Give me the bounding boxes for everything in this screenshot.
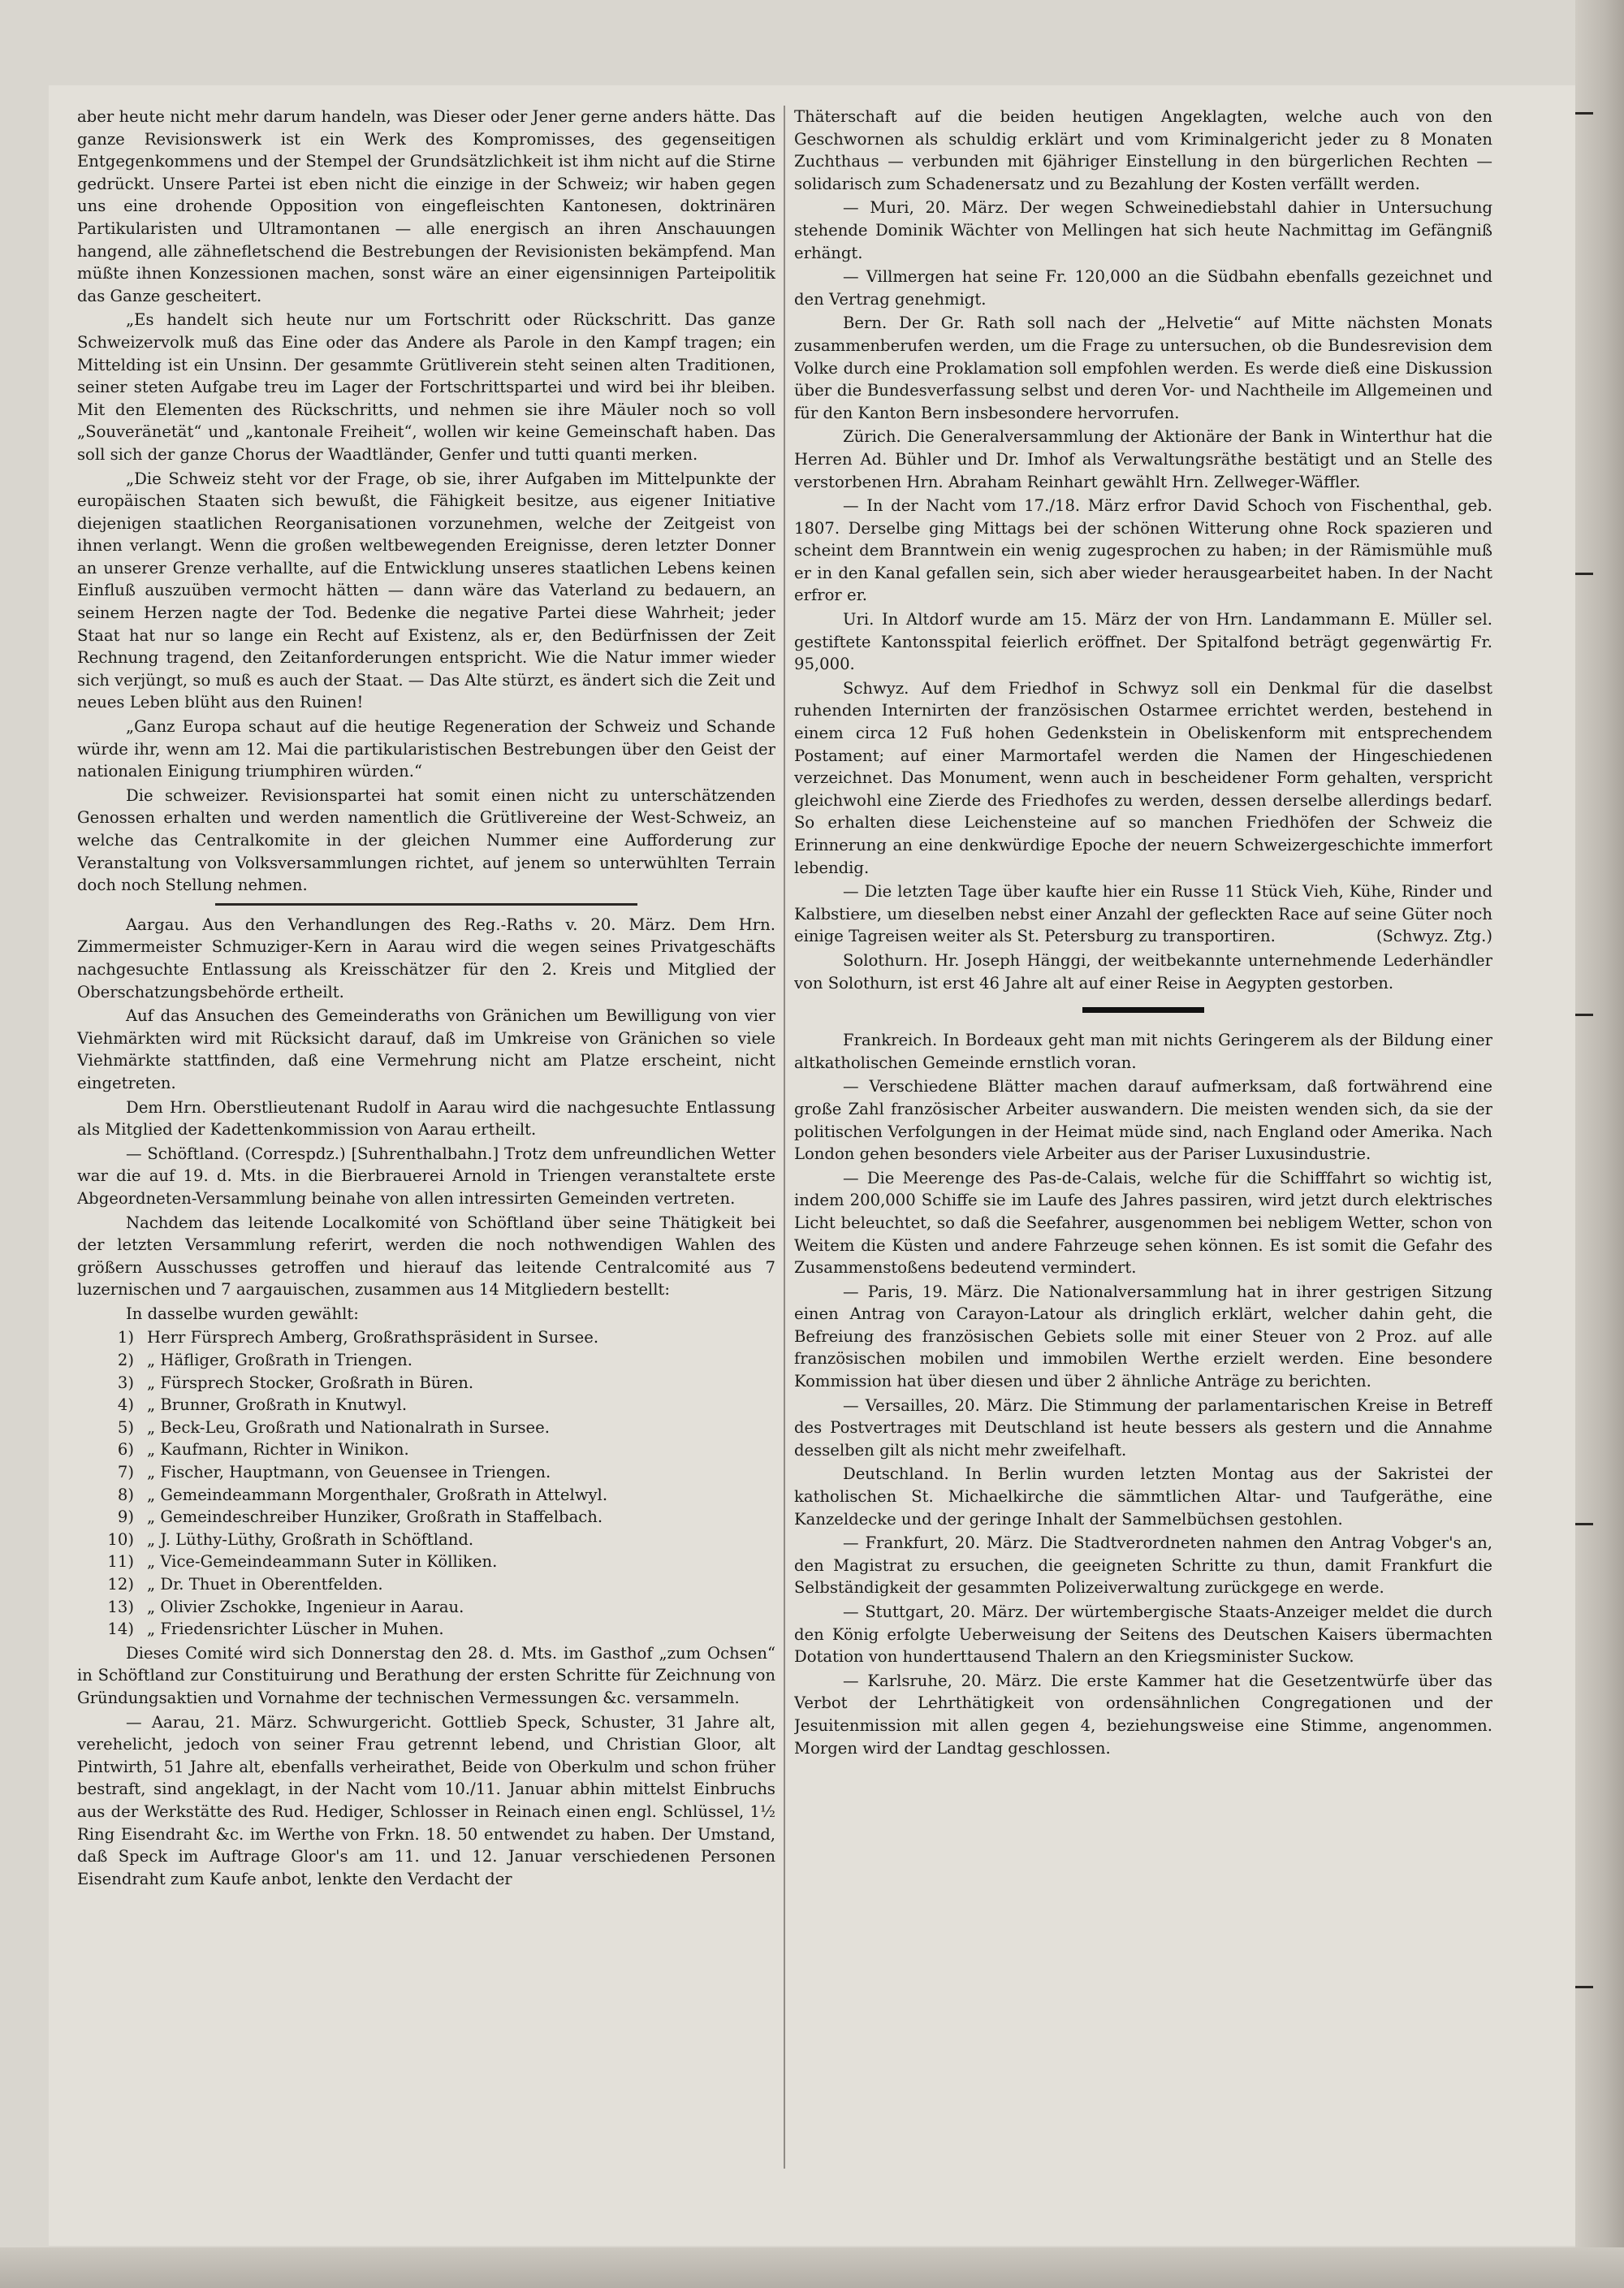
paragraph: — Versailles, 20. März. Die Stimmung der parlamentarischen Kreise in Betreff des Postvertrages mit Deutschland ist heute bessers als gestern und die Annahme desselben gilt als nicht mehr zweifelhaft. bbox=[794, 1395, 1492, 1460]
list-item: 4) „ Brunner, Großrath in Knutwyl. bbox=[117, 1395, 408, 1415]
source-citation: (Schwyz. Ztg.) bbox=[1376, 927, 1492, 946]
paragraph: Schwyz. Auf dem Friedhof in Schwyz soll ein Denkmal für die daselbst ruhenden Internirten der französischen Ostarmee errichtet werden, bestehend in einem circa 12 Fuß hohen Gedenkstein in Obeliskenform mit entsprechendem Postament; auf einer Marmortafel werden die Namen der Hingeschiedenen verzeichnet. Das Monument, wenn auch in bescheidener Form gehalten, verspricht gleichwohl eine Zierde des Friedhofes zu werden, dessen derselbe allerdings bedarf. So erhalten diese Leichensteine auf so manchen Friedhöfen der Schweiz die Erinnerung an eine denkwürdige Epoche der neuern Schweizergeschichte immerfort lebendig. bbox=[794, 678, 1492, 877]
member-list bbox=[77, 1326, 775, 1640]
paragraph: „Es handelt sich heute nur um Fortschritt oder Rückschritt. Das ganze Schweizervolk muß das Eine oder das Andere als Parole in den Kampf tragen; ein Mittelding ist ein Unsinn. Der gesammte Grütliverein steht seinen alten Traditionen, seiner steten Aufgabe treu im Lager der Fortschrittspartei und wird bei ihr bleiben. Mit den Elementen des Rückschritts, und nehmen sie ihre Mäuler noch so voll „Souveränetät“ und „kantonale Freiheit“, wollen wir keine Gemeinschaft haben. Das soll sich der ganze Chorus der Waadtländer, Genfer und tutti quanti merken. bbox=[77, 310, 775, 464]
paragraph: — Frankfurt, 20. März. Die Stadtverordneten nahmen den Antrag Vobger's an, den Magistrat zu ersuchen, die geeigneten Schritte zu thun, damit Frankfurt die Selbständigkeit der gesammten Polizeiverwaltung zurückgege en werde. bbox=[794, 1533, 1492, 1598]
paragraph: — Die letzten Tage über kaufte hier ein Russe 11 Stück Vieh, Kühe, Rinder und Kalbstiere, um dieselben nebst einer Anzahl der gefleckten Race auf seine Güter noch einige Tagreisen weiter als St. Petersburg zu transportiren. (Schwyz. Ztg.) bbox=[794, 880, 1492, 948]
paragraph: Deutschland. In Berlin wurden letzten Montag aus der Sakristei der katholischen St. Michaelkirche die sämmtlichen Altar- und Taufgeräthe, eine Kanzeldecke und der geringe Inhalt der Sammelbüchsen gestohlen. bbox=[794, 1464, 1492, 1529]
binding-edge bbox=[1575, 0, 1624, 2288]
paragraph: — Schöftland. (Correspdz.) [Suhrenthalbahn.] Trotz dem unfreundlichen Wetter war die auf 19. d. Mts. in die Bierbrauerei Arnold in Triengen veranstaltete erste Abgeordneten-Versammlung beinahe von allen intressirten Gemeinden vertreten. bbox=[77, 1144, 775, 1208]
list-item: 14) „ Friedensrichter Lüscher in Muhen. bbox=[107, 1620, 444, 1639]
paragraph: Auf das Ansuchen des Gemeinderaths von Gränichen um Bewilligung von vier Viehmärkten wird mit Rücksicht darauf, daß im Umkreise von Gränichen so viele Viehmärkte stattfinden, daß eine Vermehrung nicht am Platze erscheint, nicht eingetreten. bbox=[77, 1006, 775, 1092]
paragraph: — Muri, 20. März. Der wegen Schweinediebstahl dahier in Untersuchung stehende Dominik Wächter von Mellingen hat sich heute Nachmittag im Gefängniß erhängt. bbox=[794, 198, 1492, 262]
paragraph: — In der Nacht vom 17./18. März erfror David Schoch von Fischenthal, geb. 1807. Derselbe ging Mittags bei der schönen Witterung ohne Rock spazieren und scheint dem Branntwein ein wenig zugesprochen zu haben; in der Rämismühle muß er in den Kanal gefallen sein, sich aber wieder herausgearbeitet haben. In der Nacht erfror er. bbox=[794, 496, 1492, 605]
list-item: 5) „ Beck-Leu, Großrath und Nationalrath in Sursee. bbox=[117, 1417, 550, 1437]
paragraph: Aargau. Aus den Verhandlungen des Reg.-Raths v. 20. März. Dem Hrn. Zimmermeister Schmuziger-Kern in Aarau wird die wegen seines Privatgeschäfts nachgesuchte Entlassung als Kreisschätzer für den 2. Kreis und Mitglied der Oberschatzungsbehörde ertheilt. bbox=[77, 915, 775, 1001]
list-item: 11) „ Vice-Gemeindeammann Suter in Kölliken. bbox=[107, 1552, 498, 1572]
paragraph: Uri. In Altdorf wurde am 15. März der von Hrn. Landammann E. Müller sel. gestiftete Kantonsspital feierlich eröffnet. Der Spitalfond beträgt gegenwärtig Fr. 95,000. bbox=[794, 610, 1492, 674]
list-item: 7) „ Fischer, Hauptmann, von Geuensee in Triengen. bbox=[117, 1463, 551, 1482]
column-rule bbox=[784, 106, 785, 2169]
paragraph: — Stuttgart, 20. März. Der würtembergische Staats-Anzeiger meldet die durch den König erfolgte Ueberweisung der Seitens des Deutschen Kaisers übermachten Dotation von hunderttausend Thalern an den Kriegsminister Suckow. bbox=[794, 1602, 1492, 1667]
list-item: 12) „ Dr. Thuet in Oberentfelden. bbox=[107, 1575, 383, 1594]
list-item: 3) „ Fürsprech Stocker, Großrath in Büren. bbox=[117, 1373, 474, 1392]
list-item: 10) „ J. Lüthy-Lüthy, Großrath in Schöftland. bbox=[107, 1529, 474, 1549]
left-column bbox=[77, 106, 775, 2185]
paragraph: Nachdem das leitende Localkomité von Schöftland über seine Thätigkeit bei der letzten Versammlung referirt, werden die noch nothwendigen Wahlen des größern Ausschusses getroffen und hierauf das leitende Centralcomité aus 7 luzernischen und 7 aargauischen, zusammen aus 14 Mitgliedern bestellt: bbox=[77, 1213, 775, 1300]
paragraph: — Verschiedene Blätter machen darauf aufmerksam, daß fortwährend eine große Zahl französischer Arbeiter auswandern. Die meisten wenden sich, da sie der politischen Verfolgungen in der Heimat müde sind, nach England oder Amerika. Nach London gehen besonders viele Arbeiter aus der Pariser Luxusindustrie. bbox=[794, 1077, 1492, 1164]
paragraph: Thäterschaft auf die beiden heutigen Angeklagten, welche auch von den Geschwornen als schuldig erklärt und vom Kriminalgericht jeder zu 8 Monaten Zuchthaus — verbunden mit 6jähriger Einstellung in den bürgerlichen Rechten — solidarisch zum Schadenersatz und zu Bezahlung der Kosten verfällt werden. bbox=[794, 107, 1492, 193]
paragraph: „Ganz Europa schaut auf die heutige Regeneration der Schweiz und Schande würde ihr, wenn am 12. Mai die partikularistischen Bestrebungen über den Geist der nationalen Einigung triumphiren würden.“ bbox=[77, 717, 775, 781]
paragraph: — Paris, 19. März. Die Nationalversammlung hat in ihrer gestrigen Sitzung einen Antrag von Carayon-Latour als dringlich erklärt, welcher dahin geht, die Befreiung des französischen Gebiets solle mit einer Steuer von 2 Proz. auf alle französischen mobilen und immobilen Werthe erzielt werden. Eine besondere Kommission hat über diesen und über 2 ähnliche Anträge zu berichten. bbox=[794, 1282, 1492, 1391]
paragraph: Bern. Der Gr. Rath soll nach der „Helvetie“ auf Mitte nächsten Monats zusammenberufen werden, um die Frage zu untersuchen, ob die Bundesrevision dem Volke durch eine Proklamation soll empfohlen werden. Es werde dieß eine Diskussion über die Bundesverfassung selbst und deren Vor- und Nachtheile im Allgemeinen und für den Kanton Bern insbesondere hervorrufen. bbox=[794, 314, 1492, 422]
paragraph: Solothurn. Hr. Joseph Hänggi, der weitbekannte unternehmende Lederhändler von Solothurn, ist erst 46 Jahre alt auf einer Reise in Aegypten gestorben. bbox=[794, 950, 1492, 993]
list-item: 2) „ Häfliger, Großrath in Triengen. bbox=[117, 1351, 412, 1370]
margin-tick bbox=[1575, 1014, 1593, 1016]
list-item: 8) „ Gemeindeammann Morgenthaler, Großrath in Attelwyl. bbox=[117, 1485, 608, 1504]
paragraph: — Die Meerenge des Pas-de-Calais, welche für die Schifffahrt so wichtig ist, indem 200,000 Schiffe sie im Laufe des Jahres passiren, wird jetzt durch elektrisches Licht beleuchtet, so daß die Seefahrer, ausgenommen bei nebligem Wetter, schon von Weitem die Küsten und andere Fahrzeuge sehen können. Es ist somit die Gefahr des Zusammenstoßens bedeutend vermindert. bbox=[794, 1168, 1492, 1278]
paragraph: — Aarau, 21. März. Schwurgericht. Gottlieb Speck, Schuster, 31 Jahre alt, verehelicht, jedoch von seiner Frau getrennt lebend, und Christian Gloor, alt Pintwirth, 51 Jahre alt, ebenfalls verheirathet, Beide von Oberkulm und schon früher bestraft, sind angeklagt, in der Nacht vom 10./11. Januar abhin mittelst Einbruchs aus der Werkstätte des Rud. Hediger, Schlosser in Reinach einen engl. Schlüssel, 1½ Ring Eisendraht &c. im Werthe von Frkn. 18. 50 entwendet zu haben. Der Umstand, daß Speck im Auftrage Gloor's am 11. und 12. Januar verschiedenen Personen Eisendraht zum Kaufe anbot, lenkte den Verdacht der bbox=[77, 1712, 775, 1888]
section-divider bbox=[1082, 1007, 1204, 1013]
margin-tick bbox=[1575, 1523, 1593, 1525]
paragraph: In dasselbe wurden gewählt: bbox=[126, 1304, 359, 1323]
paragraph: — Villmergen hat seine Fr. 120,000 an die Südbahn ebenfalls gezeichnet und den Vertrag genehmigt. bbox=[794, 267, 1492, 309]
paragraph: Dem Hrn. Oberstlieutenant Rudolf in Aarau wird die nachgesuchte Entlassung als Mitglied der Kadettenkommission von Aarau ertheilt. bbox=[77, 1097, 775, 1140]
paragraph: aber heute nicht mehr darum handeln, was Dieser oder Jener gerne anders hätte. Das ganze Revisionswerk ist ein Werk des Kompromisses, des gegenseitigen Entgegenkommens und der Stempel der Grundsätzlichkeit ist ihm nicht auf die Stirne gedrückt. Unsere Partei ist eben nicht die einzige in der Schweiz; wir haben gegen uns eine drohende Opposition von eingefleischten Kantonesen, doktrinären Partikularisten und Ultramontanen — alle energisch an ihren Anschauungen hangend, alle zähnefletschend die Bestrebungen der Revisionisten bekämpfend. Man müßte ihnen Konzessionen machen, sonst wäre an einer eigensinnigen Parteipolitik das Ganze gescheitert. bbox=[77, 107, 775, 305]
paragraph: Dieses Comité wird sich Donnerstag den 28. d. Mts. im Gasthof „zum Ochsen“ in Schöftland zur Constituirung und Berathung der ersten Schritte für Zeichnung von Gründungsaktien und Vornahme der technischen Vermessungen &c. versammeln. bbox=[77, 1643, 775, 1707]
paragraph: „Die Schweiz steht vor der Frage, ob sie, ihrer Aufgaben im Mittelpunkte der europäischen Staaten sich bewußt, die Fähigkeit besitze, aus eigener Initiative diejenigen staatlichen Reorganisationen vorzunehmen, welche der Zeitgeist von ihnen verlangt. Wenn die großen weltbewegenden Ereignisse, deren letzter Donner an unserer Grenze verhallte, auf die Entwicklung unseres staatlichen Lebens keinen Einfluß auszuüben vermocht hätten — dann wäre das Vaterland zu bedauern, an seinem Herzen nagte der Tod. Bedenke die negative Partei diese Wahrheit; jeder Staat hat nur so lange ein Recht auf Existenz, als er, den Bedürfnissen der Zeit Rechnung tragend, den Zeitanforderungen entspricht. Wie die Natur immer wieder sich verjüngt, so muß es auch der Staat. — Das Alte stürzt, es ändert sich die Zeit und neues Leben blüht aus den Ruinen! bbox=[77, 469, 775, 712]
paragraph: Frankreich. In Bordeaux geht man mit nichts Geringerem als der Bildung einer altkatholischen Gemeinde ernstlich voran. bbox=[794, 1031, 1492, 1072]
paragraph: — Karlsruhe, 20. März. Die erste Kammer hat die Gesetzentwürfe über das Verbot der Lehrthätigkeit von ordensähnlichen Congregationen und der Jesuitenmission mit allen gegen 4, beziehungsweise eine Stimme, angenommen. Morgen wird der Landtag geschlossen. bbox=[794, 1671, 1492, 1758]
paragraph: Die schweizer. Revisionspartei hat somit einen nicht zu unterschätzenden Genossen erhalten und werden namentlich die Grütlivereine der West-Schweiz, an welche das Centralkomite in der gleichen Nummer eine Aufforderung zur Veranstaltung von Volksversammlungen richtet, auf jenem so unterwühlten Terrain doch noch Stellung nehmen. bbox=[77, 785, 775, 895]
section-divider bbox=[215, 903, 637, 906]
paragraph: Zürich. Die Generalversammlung der Aktionäre der Bank in Winterthur hat die Herren Ad. Bühler und Dr. Imhof als Verwaltungsräthe bestätigt und an Stelle des verstorbenen Hrn. Abraham Reinhart gewählt Hrn. Zellweger-Wäffler. bbox=[794, 427, 1492, 491]
margin-tick bbox=[1575, 1986, 1593, 1988]
list-item: 6) „ Kaufmann, Richter in Winikon. bbox=[117, 1440, 409, 1460]
list-item: 1) Herr Fürsprech Amberg, Großrathspräsident in Sursee. bbox=[117, 1328, 599, 1347]
right-column bbox=[794, 106, 1492, 2185]
list-item: 9) „ Gemeindeschreiber Hunziker, Großrath in Staffelbach. bbox=[117, 1507, 603, 1527]
bottom-edge bbox=[0, 2247, 1624, 2288]
list-item: 13) „ Olivier Zschokke, Ingenieur in Aarau. bbox=[107, 1597, 464, 1616]
margin-tick bbox=[1575, 112, 1593, 115]
margin-tick bbox=[1575, 573, 1593, 575]
